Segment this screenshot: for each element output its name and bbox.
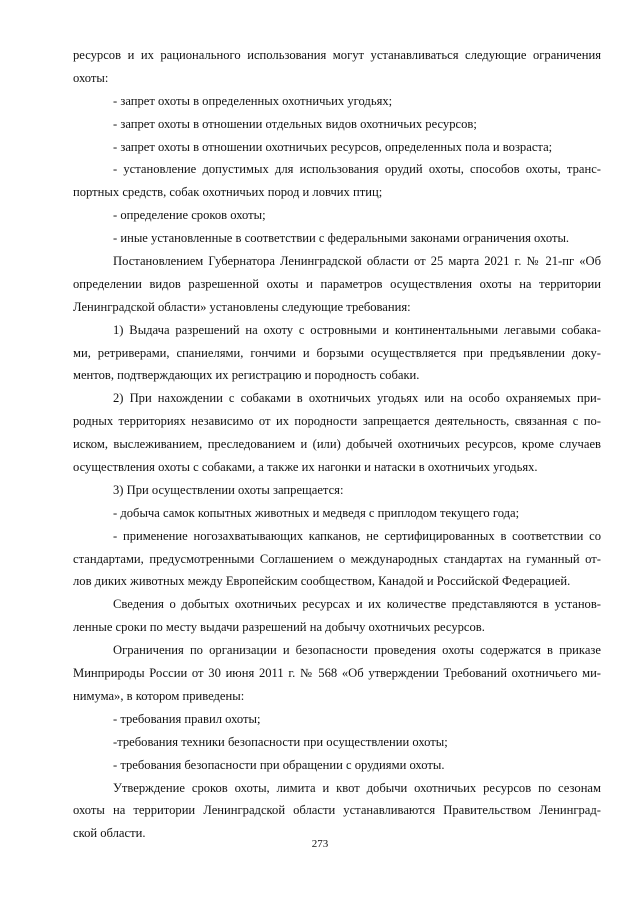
list-item [73,90,601,113]
paragraph [73,777,601,846]
text-line: - определение сроков охоты; [113,208,266,223]
text-line: портных средств, собак охотничьих пород и ловчих птиц; [73,185,383,200]
paragraph [73,250,601,319]
text-line: ми, ретриверами, спаниелями, гончими и борзыми осуществляется при предъявлении доку- [73,345,601,360]
text-line: Ленинградской области» установлены следующие требования: [73,299,411,314]
text-line: осуществления охоты с собаками, а также их нагонки и натаски в охотничьих угодьях. [73,460,538,475]
list-item [73,227,601,250]
text-line: 3) При осуществлении охоты запрещается: [113,482,344,497]
text-line: Утверждение сроков охоты, лимита и квот добычи охотничьих ресурсов по сезонам [113,780,601,795]
list-item [73,158,601,204]
text-line: определении видов разрешенной охоты и параметров осуществления охоты на территории [73,276,601,291]
paragraph [73,44,601,90]
text-line: - установление допустимых для использования орудий охоты, способов охоты, транс- [113,162,601,177]
text-line: -требования техники безопасности при осуществлении охоты; [113,734,448,749]
list-item [73,113,601,136]
paragraph [73,593,601,639]
text-line: - требования правил охоты; [113,711,261,726]
paragraph [73,639,601,708]
text-line: ской области. [73,826,146,841]
text-line: Минприроды России от 30 июня 2011 г. № 568 «Об утверждении Требований охотничьего ми- [73,666,601,681]
numbered-item [73,387,601,479]
numbered-item [73,319,601,388]
text-line: - требования безопасности при обращении с орудиями охоты. [113,757,445,772]
list-item [73,136,601,159]
page-number: 273 [311,838,329,850]
text-line: охоты на территории Ленинградской области устанавливаются Правительством Ленинград- [73,803,601,818]
text-line: - применение ногозахватывающих капканов, не сертифицированных в соответствии со [113,528,601,543]
text-line: - иные установленные в соответствии с федеральными законами ограничения охоты. [113,231,570,246]
text-line: ментов, подтверждающих их регистрацию и породность собаки. [73,368,420,383]
text-line: - запрет охоты в отношении отдельных видов охотничьих ресурсов; [113,116,477,131]
text-line: стандартами, предусмотренными Соглашением о международных стандартах на гуманный от- [73,551,601,566]
text-line: Сведения о добытых охотничьих ресурсах и их количестве представляются в установ- [113,597,601,612]
list-item [73,525,601,594]
list-item [73,731,601,754]
numbered-item [73,479,601,502]
body-text [73,44,601,845]
list-item [73,204,601,227]
text-line: ресурсов и их рационального использования могут устанавливаться следующие ограничения [73,48,601,62]
text-line: - добыча самок копытных животных и медведя с приплодом текущего года; [113,505,520,520]
list-item [73,502,601,525]
text-line: Постановлением Губернатора Ленинградской области от 25 марта 2021 г. № 21-пг «Об [113,254,601,269]
text-line: Ограничения по организации и безопасности проведения охоты содержатся в приказе [113,643,601,658]
text-line: 2) При нахождении с собаками в охотничьих угодьях или на особо охраняемых при- [113,391,601,406]
text-line: охоты: [73,70,109,85]
text-line: лов диких животных между Европейским сообществом, Канадой и Российской Федерацией. [73,574,571,589]
text-line: родных территориях независимо от их породности запрещается деятельность, связанная с по- [73,414,601,429]
text-line: иском, выслеживанием, преследованием и (или) добычей охотничьих ресурсов, кроме случаев [73,437,601,452]
text-line: - запрет охоты в определенных охотничьих угодьях; [113,93,393,108]
list-item [73,754,601,777]
list-item [73,708,601,731]
text-line: ленные сроки по месту выдачи разрешений на добычу охотничьих ресурсов. [73,620,485,635]
text-line: 1) Выдача разрешений на охоту с островными и континентальными легавыми собака- [113,322,601,337]
text-line: нимума», в котором приведены: [73,688,245,703]
text-line: - запрет охоты в отношении охотничьих ресурсов, определенных пола и возраста; [113,139,553,154]
